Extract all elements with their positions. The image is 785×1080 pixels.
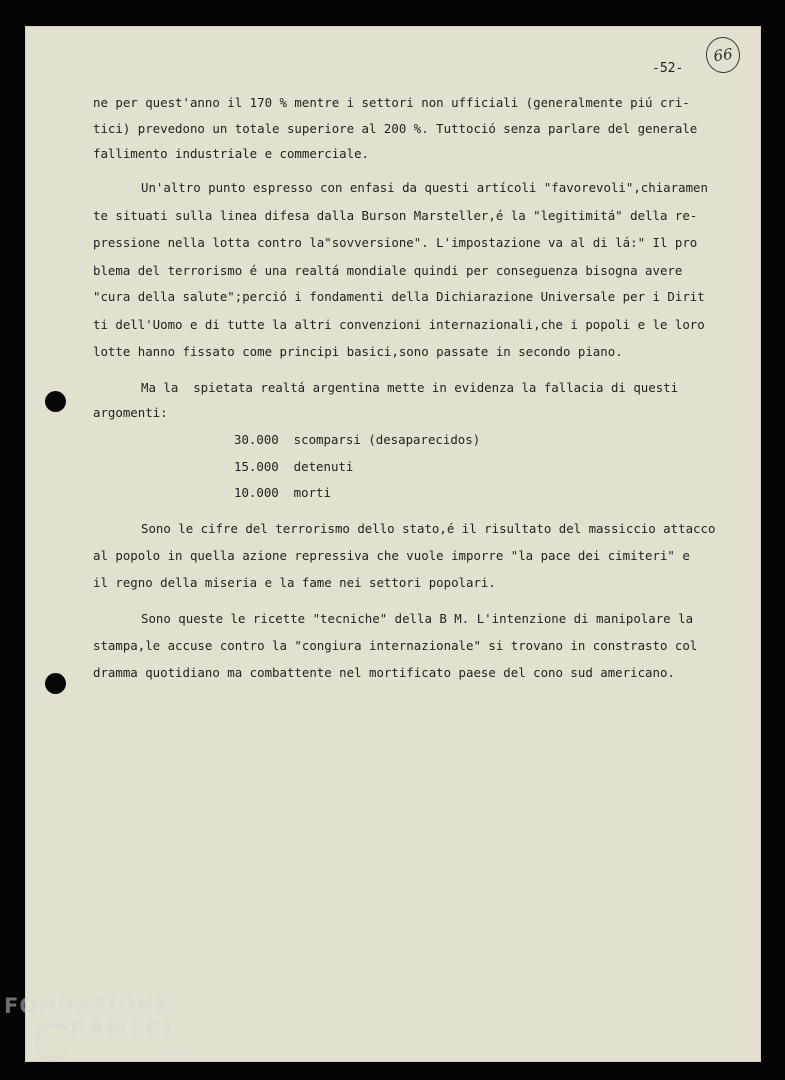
watermark-g-icon [34, 1022, 74, 1062]
text-line: al popolo in quella azione repressiva che vuole imporre "la pace dei cimiteri" e [93, 548, 690, 563]
text-line: ti dell'Uomo e di tutte la altri convenzioni internazionali,che i popoli e le loro [93, 317, 705, 332]
text-line: pressione nella lotta contro la"sovversione". L'impostazione va al di lá:" Il pro [93, 235, 698, 250]
statistic-line: 15.000 detenuti [234, 459, 354, 474]
punch-hole [45, 673, 66, 694]
text-line: dramma quotidiano ma combattente nel mortificato paese del cono sud americano. [93, 665, 675, 680]
text-line: il regno della miseria e la fame nei settori popolari. [93, 575, 496, 590]
text-line: Sono le cifre del terrorismo dello stato,é il risultato del massiccio attacco [141, 521, 716, 536]
text-line: Un'altro punto espresso con enfasi da questi artícoli "favorevoli",chiaramen [141, 180, 708, 195]
text-line: lotte hanno fissato come principi basici,sono passate in secondo piano. [93, 344, 623, 359]
watermark-logo [0, 990, 200, 1080]
handwritten-page-number: 66 [704, 35, 743, 75]
statistic-line: 10.000 morti [234, 485, 331, 500]
text-line: argomenti: [93, 405, 168, 420]
watermark-line2: RAMSCI [70, 1018, 173, 1043]
punch-hole [45, 391, 66, 412]
statistic-line: 30.000 scomparsi (desaparecidos) [234, 432, 481, 447]
text-line: Ma la spietata realtá argentina mette in evidenza la fallacia di questi [141, 380, 679, 395]
text-line: stampa,le accuse contro la "congiura internazionale" si trovano in constrasto col [93, 638, 698, 653]
text-line: Sono queste le ricette "tecniche" della B M. L'intenzione di manipolare la [141, 611, 694, 626]
text-line: blema del terrorismo é una realtá mondiale quindi per conseguenza bisogna avere [93, 263, 683, 278]
watermark-line3: onlus [160, 1048, 185, 1058]
text-line: "cura della salute";perció i fondamenti della Dichiarazione Universale per i Dirit [93, 289, 705, 304]
text-line: ne per quest'anno il 170 % mentre i settori non ufficiali (generalmente piú cri- [93, 95, 690, 110]
text-line: tici) prevedono un totale superiore al 200 %. Tuttoció senza parlare del generale [93, 121, 698, 136]
text-line: te situati sulla linea difesa dalla Burson Marsteller,é la "legitimitá" della re- [93, 208, 698, 223]
text-line: fallimento industriale e commerciale. [93, 146, 370, 161]
page-number: -52- [652, 61, 684, 76]
watermark-line1: FONDAZIONE [4, 994, 171, 1018]
